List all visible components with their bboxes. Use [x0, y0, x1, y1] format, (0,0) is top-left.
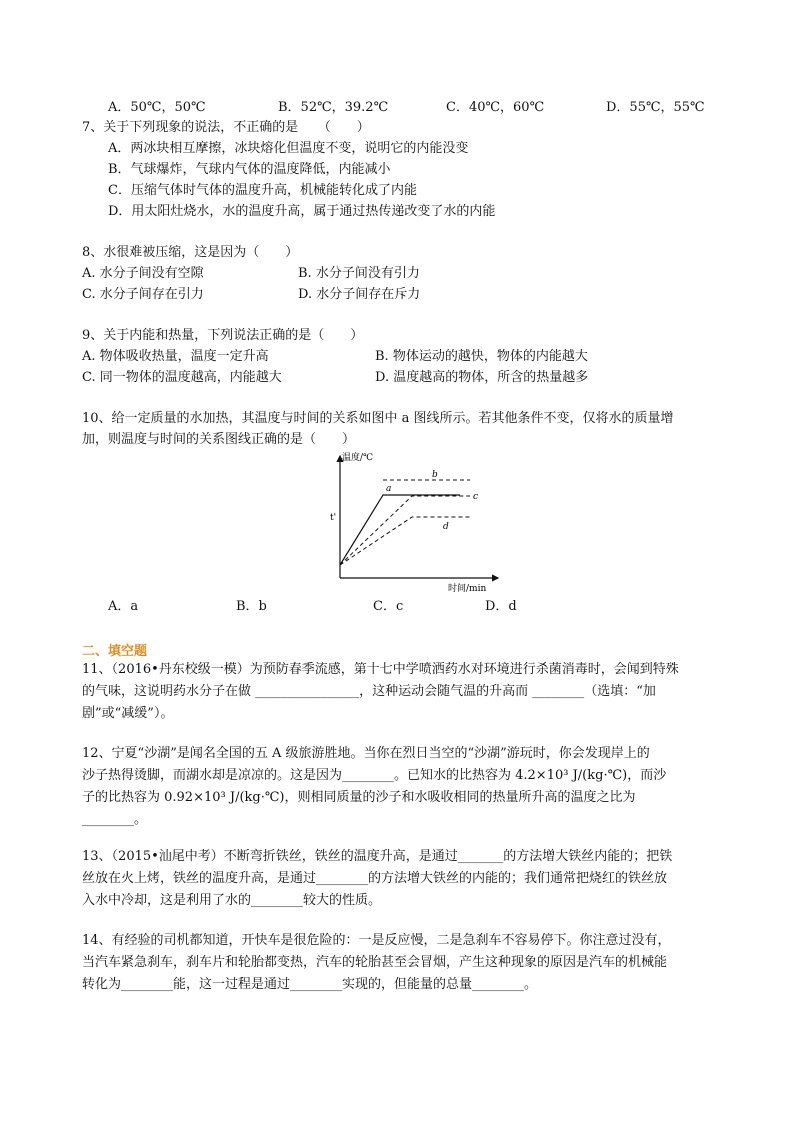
temperature-time-graph: [320, 450, 500, 595]
q9-option-d: D. 温度越高的物体，所含的热量越多: [375, 370, 589, 385]
q8-option-d: D. 水分子间存在斥力: [298, 287, 421, 302]
q6-option-d: D．55℃，55℃: [606, 100, 705, 115]
curve-d-label: d: [443, 522, 449, 532]
q12-line1: 12、宁夏“沙湖”是闻名全国的五 A 级旅游胜地。当你在烈日当空的“沙湖”游玩时，你会发现岸上的: [82, 746, 650, 761]
q6-option-a: A．50℃，50℃: [108, 100, 206, 115]
q9-option-b: B. 物体运动的越快，物体的内能越大: [375, 349, 588, 364]
t-prime-label: t': [330, 513, 337, 523]
q14-line2: 当汽车紧急刹车，刹车片和轮胎都变热，汽车的轮胎甚至会冒烟，产生这种现象的原因是汽车的机械能: [82, 955, 668, 970]
q10-stem-line1: 10、给一定质量的水加热，其温度与时间的关系如图中 a 图线所示。若其他条件不变，仅将水的质量增: [82, 411, 674, 426]
q12-line2: 沙子热得烫脚，而湖水却是凉凉的。这是因为________。已知水的比热容为 4.2×10³ J/(kg·℃)，而沙: [82, 768, 667, 783]
curve-a-label: a: [386, 484, 392, 494]
curve-d: [340, 517, 470, 565]
q10-option-d: D．d: [485, 599, 517, 614]
q8-option-a: A. 水分子间没有空隙: [82, 266, 204, 281]
q7-option-a: A．两冰块相互摩擦，冰块熔化但温度不变，说明它的内能没变: [108, 141, 469, 156]
q8-option-c: C. 水分子间存在引力: [82, 287, 204, 302]
curve-b-label: b: [432, 470, 438, 480]
q11-line1: 11、（2016•丹东校级一模）为预防春季流感，第十七中学喷洒药水对环境进行杀菌消毒时，会闻到特殊: [82, 662, 679, 677]
q13-line2: 丝放在火上烤，铁丝的温度升高，是通过________的方法增大铁丝的内能的；我们通常把烧红的铁丝放: [82, 871, 668, 886]
q13-line3: 入水中冷却，这是利用了水的________较大的性质。: [82, 893, 382, 908]
q7-option-b: B．气球爆炸，气球内气体的温度降低，内能减小: [108, 162, 391, 177]
curve-c-label: c: [473, 492, 479, 502]
q10-option-c: C．c: [373, 599, 404, 614]
q13-line1: 13、（2015•汕尾中考）不断弯折铁丝，铁丝的温度升高，是通过_______的方法增大铁丝内能的；把铁: [82, 849, 673, 864]
q7-stem: 7、关于下列现象的说法，不正确的是 （ ）: [82, 120, 370, 135]
section-title-fill-blanks: 二、填空题: [82, 644, 148, 659]
q9-stem: 9、关于内能和热量，下列说法正确的是（ ）: [82, 328, 364, 343]
q14-line3: 转化为________能，这一过程是通过________实现的，但能量的总量________。: [82, 977, 538, 992]
curve-c: [340, 496, 470, 565]
q12-line3: 子的比热容为 0.92×10³ J/(kg·℃)，则相同质量的沙子和水吸收相同的热量所升高的温度之比为: [82, 790, 636, 805]
q9-option-c: C. 同一物体的温度越高，内能越大: [82, 370, 282, 385]
q8-stem: 8、水很难被压缩，这是因为（ ）: [82, 245, 299, 260]
q11-line3: 剧”或“减缓”）。: [82, 706, 174, 721]
y-axis-label: 温度/℃: [342, 453, 374, 463]
q8-option-b: B. 水分子间没有引力: [298, 266, 420, 281]
q9-option-a: A. 物体吸收热量，温度一定升高: [82, 349, 269, 364]
q7-option-c: C．压缩气体时气体的温度升高，机械能转化成了内能: [108, 183, 417, 198]
q6-option-c: C．40℃，60℃: [446, 100, 545, 115]
q14-line1: 14、有经验的司机都知道，开快车是很危险的：一是反应慢，二是急刹车不容易停下。你注意过没有，: [82, 933, 671, 948]
q11-line2: 的气味，这说明药水分子在做 ________________，这种运动会随气温的升高而 ________（选填：“加: [82, 684, 656, 699]
curve-a: [340, 495, 460, 565]
q12-line4: ________。: [82, 812, 148, 827]
q7-option-d: D．用太阳灶烧水，水的温度升高，属于通过热传递改变了水的内能: [108, 204, 496, 219]
q10-option-b: B．b: [236, 599, 267, 614]
q6-option-b: B．52℃，39.2℃: [278, 100, 389, 115]
x-axis-label: 时间/min: [448, 584, 487, 594]
q10-stem-line2: 加，则温度与时间的关系图线正确的是（ ）: [82, 432, 356, 447]
q10-option-a: A．a: [108, 599, 139, 614]
